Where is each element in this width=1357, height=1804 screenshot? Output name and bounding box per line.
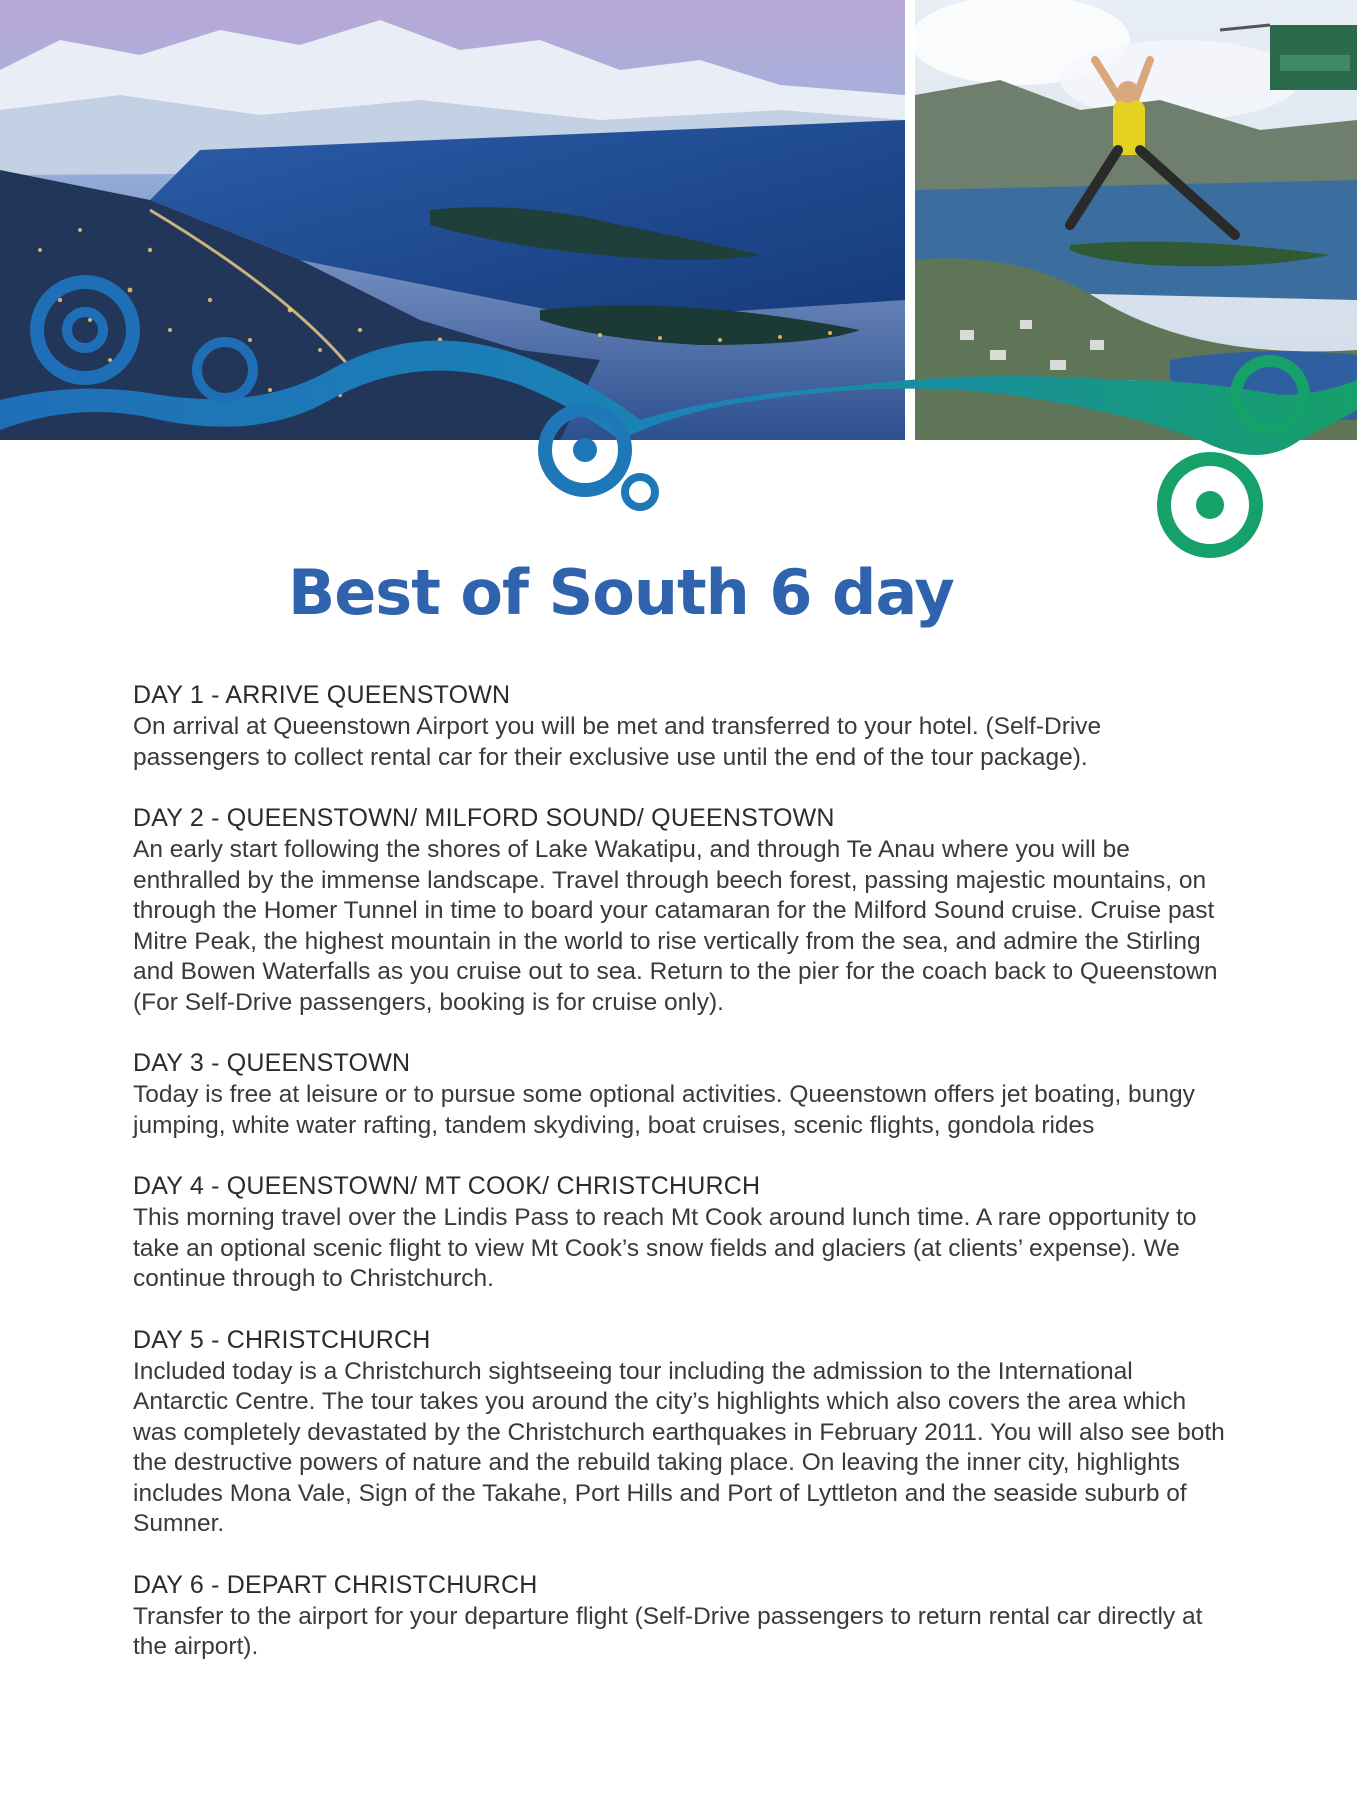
day-heading: DAY 5 - CHRISTCHURCH bbox=[133, 1325, 431, 1354]
day-section bbox=[133, 1048, 1233, 1141]
day-section bbox=[133, 803, 1233, 1018]
day-description: Transfer to the airport for your departure flight (Self-Drive passengers to return rental car directly at the airport). bbox=[133, 1602, 1203, 1660]
itinerary bbox=[133, 680, 1233, 1693]
day-description: Today is free at leisure or to pursue some optional activities. Queenstown offers jet boating, bungy jumping, white water rafting, tandem skydiving, boat cruises, scenic flights, gondola rides bbox=[133, 1081, 1195, 1139]
page-title: Best of South 6 day bbox=[288, 556, 954, 629]
day-description: On arrival at Queenstown Airport you will be met and transferred to your hotel. (Self-Drive passengers to collect rental car for their exclusive use until the end of the tour package). bbox=[133, 713, 1102, 771]
day-description: Included today is a Christchurch sightseeing tour including the admission to the International Antarctic Centre. The tour takes you around the city’s highlights which also covers the area which was completely devastated by the Christchurch earthquakes in February 2011. You will also see both the destructive powers of nature and the rebuild taking place. On leaving the inner city, highlights includes Mona Vale, Sign of the Takahe, Port Hills and Port of Lyttleton and the seaside suburb of Sumner. bbox=[133, 1357, 1225, 1537]
day-heading: DAY 2 - QUEENSTOWN/ MILFORD SOUND/ QUEENSTOWN bbox=[133, 804, 835, 832]
day-description: An early start following the shores of Lake Wakatipu, and through Te Anau where you will be enthralled by the immense landscape. Travel through beech forest, passing majestic mountains, on through the Homer Tunnel in time to board your catamaran for the Milford Sound cruise. Cruise past Mitre Peak, the highest mountain in the world to rise vertically from the sea, and admire the Stirling and Bowen Waterfalls as you cruise out to sea. Return to the pier for the coach back to Queenstown (For Self-Drive passengers, booking is for cruise only). bbox=[133, 836, 1218, 1016]
hero-banner bbox=[0, 0, 1357, 560]
day-heading: DAY 1 - ARRIVE QUEENSTOWN bbox=[133, 681, 511, 709]
hero-graphic bbox=[0, 0, 1357, 560]
day-heading: DAY 3 - QUEENSTOWN bbox=[133, 1049, 411, 1077]
day-description: This morning travel over the Lindis Pass to reach Mt Cook around lunch time. A rare opportunity to take an optional scenic flight to view Mt Cook’s snow fields and glaciers (at clients’ expense). We continue through to Christchurch. bbox=[133, 1204, 1197, 1292]
day-section bbox=[133, 1325, 1233, 1540]
day-section bbox=[133, 680, 1233, 773]
day-section bbox=[133, 1570, 1233, 1663]
day-heading: DAY 4 - QUEENSTOWN/ MT COOK/ CHRISTCHURCH bbox=[133, 1172, 761, 1200]
queenstown-photo bbox=[0, 0, 905, 440]
day-section bbox=[133, 1171, 1233, 1295]
day-heading: DAY 6 - DEPART CHRISTCHURCH bbox=[133, 1570, 538, 1599]
